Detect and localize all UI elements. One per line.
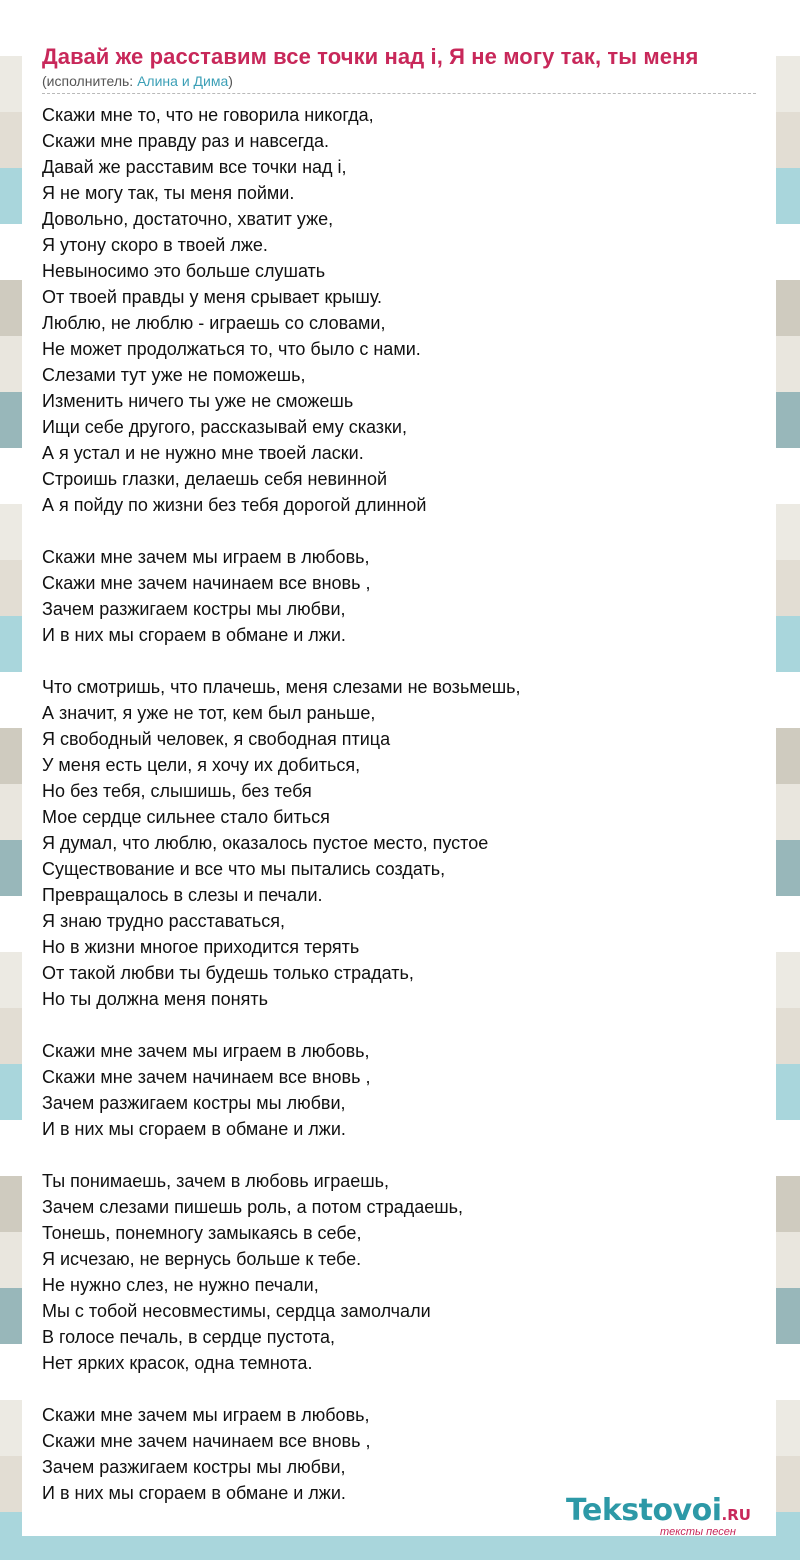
lyric-line: Существование и все что мы пытались создать,: [42, 859, 446, 879]
lyric-line: Ищи себе другого, рассказывай ему сказки,: [42, 417, 407, 437]
lyric-line: Давай же расставим все точки над i,: [42, 157, 347, 177]
lyric-line: Я думал, что люблю, оказалось пустое место, пустое: [42, 833, 489, 853]
stanza-gap: [42, 1376, 756, 1402]
stanza-gap: [42, 1012, 756, 1038]
song-title: Давай же расставим все точки над i, Я не могу так, ты меня: [42, 44, 699, 69]
lyric-line: Я исчезаю, не вернусь больше к тебе.: [42, 1249, 362, 1269]
lyric-line: А значит, я уже не тот, кем был раньше,: [42, 703, 376, 723]
site-logo[interactable]: [566, 1495, 776, 1539]
lyric-line: И в них мы сгораем в обмане и лжи.: [42, 1483, 346, 1503]
artist-prefix: (исполнитель:: [42, 73, 138, 89]
lyric-line: Не нужно слез, не нужно печали,: [42, 1275, 319, 1295]
lyric-line: Мое сердце сильнее стало биться: [42, 807, 330, 827]
logo-tagline: тексты песен: [660, 1526, 736, 1538]
lyric-line: Я свободный человек, я свободная птица: [42, 729, 391, 749]
lyric-line: Но без тебя, слышишь, без тебя: [42, 781, 312, 801]
lyric-line: Скажи мне зачем начинаем все вновь ,: [42, 573, 371, 593]
lyric-line: И в них мы сгораем в обмане и лжи.: [42, 625, 346, 645]
logo-main-text: Tekstovoi: [566, 1493, 722, 1528]
lyric-line: Нет ярких красок, одна темнота.: [42, 1353, 313, 1373]
stanza-gap: [42, 648, 756, 674]
lyric-line: Скажи мне зачем мы играем в любовь,: [42, 1041, 370, 1061]
lyric-line: А я пойду по жизни без тебя дорогой длинной: [42, 495, 427, 515]
lyric-line: Невыносимо это больше слушать: [42, 261, 326, 281]
lyric-line: И в них мы сгораем в обмане и лжи.: [42, 1119, 346, 1139]
lyric-line: Довольно, достаточно, хватит уже,: [42, 209, 334, 229]
lyrics-body: [42, 102, 756, 1506]
lyric-line: От твоей правды у меня срывает крышу.: [42, 287, 383, 307]
lyric-line: Превращалось в слезы и печали.: [42, 885, 323, 905]
lyric-line: Скажи мне зачем мы играем в любовь,: [42, 547, 370, 567]
lyric-line: Скажи мне зачем начинаем все вновь ,: [42, 1431, 371, 1451]
logo-tld: .RU: [721, 1506, 751, 1524]
lyric-line: Зачем разжигаем костры мы любви,: [42, 1457, 346, 1477]
lyric-line: Не может продолжаться то, что было с нами.: [42, 339, 421, 359]
lyrics-card: [22, 32, 776, 1536]
lyric-line: А я устал и не нужно мне твоей ласки.: [42, 443, 364, 463]
lyric-line: От такой любви ты будешь только страдать,: [42, 963, 414, 983]
lyric-line: Скажи мне то, что не говорила никогда,: [42, 105, 374, 125]
lyric-line: Я утону скоро в твоей лже.: [42, 235, 268, 255]
stanza-gap: [42, 518, 756, 544]
artist-line: [42, 72, 756, 94]
lyric-line: Ты понимаешь, зачем в любовь играешь,: [42, 1171, 390, 1191]
lyric-line: Скажи мне зачем начинаем все вновь ,: [42, 1067, 371, 1087]
lyric-line: Мы с тобой несовместимы, сердца замолчали: [42, 1301, 431, 1321]
lyric-line: Люблю, не люблю - играешь со словами,: [42, 313, 386, 333]
lyric-line: Я знаю трудно расставаться,: [42, 911, 286, 931]
lyric-line: Изменить ничего ты уже не сможешь: [42, 391, 354, 411]
lyric-line: Скажи мне зачем мы играем в любовь,: [42, 1405, 370, 1425]
lyric-line: Тонешь, понемногу замыкаясь в себе,: [42, 1223, 362, 1243]
lyric-line: В голосе печаль, в сердце пустота,: [42, 1327, 336, 1347]
lyric-line: Слезами тут уже не поможешь,: [42, 365, 306, 385]
lyric-line: Но ты должна меня понять: [42, 989, 268, 1009]
artist-suffix: ): [228, 73, 233, 89]
lyric-line: Зачем слезами пишешь роль, а потом страдаешь,: [42, 1197, 464, 1217]
lyric-line: Скажи мне правду раз и навсегда.: [42, 131, 330, 151]
stanza-gap: [42, 1142, 756, 1168]
lyric-line: Но в жизни многое приходится терять: [42, 937, 360, 957]
lyric-line: У меня есть цели, я хочу их добиться,: [42, 755, 361, 775]
lyric-line: Я не могу так, ты меня пойми.: [42, 183, 295, 203]
lyric-line: Строишь глазки, делаешь себя невинной: [42, 469, 388, 489]
artist-link[interactable]: Алина и Дима: [137, 73, 229, 89]
lyric-line: Зачем разжигаем костры мы любви,: [42, 1093, 346, 1113]
lyric-line: Зачем разжигаем костры мы любви,: [42, 599, 346, 619]
lyric-line: Что смотришь, что плачешь, меня слезами не возьмешь,: [42, 677, 521, 697]
